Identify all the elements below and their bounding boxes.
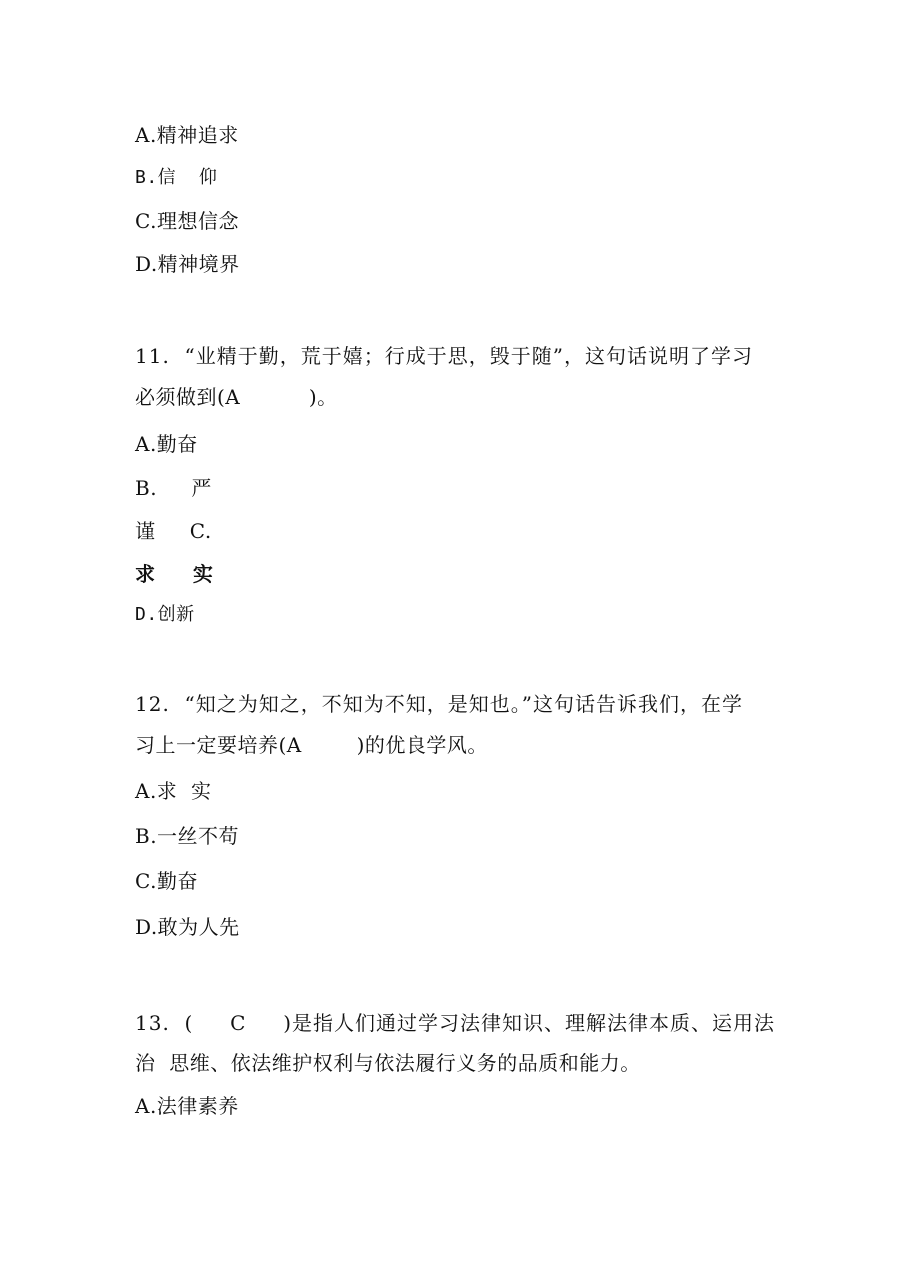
q10-option-c: C.理想信念 (135, 209, 239, 233)
q13-stem-line1: 13. ( C )是指人们通过学习法律知识、理解法律本质、运用法 (135, 1011, 776, 1035)
q12-stem-line2: 习上一定要培养(A )的优良学风。 (135, 733, 488, 757)
q13-option-a: A.法律素养 (135, 1094, 239, 1118)
q12-option-a: A.求 实 (135, 779, 212, 803)
q12-option-c: C.勤奋 (135, 869, 198, 893)
q12-stem-line1: 12. “知之为知之，不知为不知，是知也。”这句话告诉我们，在学 (135, 692, 743, 716)
q11-option-a: A.勤奋 (135, 432, 198, 456)
q10-option-b: B.信 仰 (135, 167, 218, 188)
q11-option-b-cont: 谨 C. (135, 519, 212, 543)
q10-option-d: D.精神境界 (135, 252, 240, 276)
q13-stem-line2: 治 思维、依法维护权利与依法履行义务的品质和能力。 (135, 1051, 641, 1075)
q11-stem-line1: 11. “业精于勤，荒于嬉；行成于思，毁于随”，这句话说明了学习 (135, 344, 753, 368)
q12-option-b: B.一丝不苟 (135, 824, 240, 848)
q10-option-a: A.精神追求 (135, 123, 239, 147)
q11-option-d: D.创新 (135, 604, 195, 625)
q12-option-d: D.敢为人先 (135, 915, 240, 939)
q11-stem-line2: 必须做到(A )。 (135, 385, 338, 409)
q11-option-c: 求 实 (135, 562, 214, 586)
q11-option-b: B. 严 (135, 476, 212, 500)
